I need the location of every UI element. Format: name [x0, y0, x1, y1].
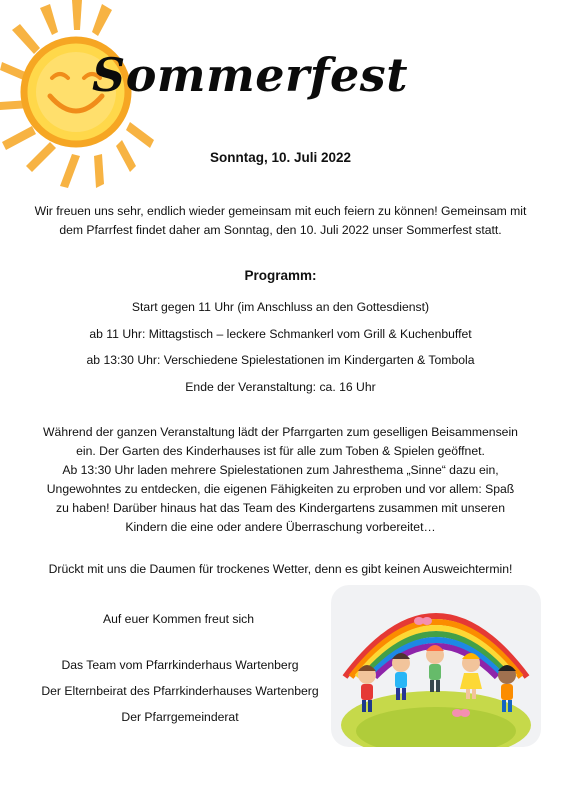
- details-line: Während der ganzen Veranstaltung lädt der Pfarrgarten zum geselligen Beisammensein: [43, 425, 518, 439]
- details-line: Ungewohntes zu entdecken, die eigenen Fähigkeiten zu erproben und vor allem: Spaß: [46, 482, 515, 496]
- program-heading: Programm:: [244, 268, 317, 283]
- program-item: Start gegen 11 Uhr (im Anschluss an den Gottesdienst): [131, 300, 430, 314]
- details-line: Ab 13:30 Uhr laden mehrere Spielestationen zum Jahresthema „Sinne“ dazu ein,: [62, 463, 499, 477]
- program-item: Ende der Veranstaltung: ca. 16 Uhr: [185, 379, 376, 394]
- signature-line: Das Team vom Pfarrkinderhaus Wartenberg: [61, 658, 299, 672]
- details-line: Kindern die eine oder andere Überraschung vorbereitet…: [125, 520, 436, 534]
- event-date: Sonntag, 10. Juli 2022: [209, 150, 352, 165]
- weather-note: Drückt mit uns die Daumen für trockenes Wetter, denn es gibt keinen Ausweichtermin!: [48, 562, 513, 576]
- signature-line: Der Pfarrgemeinderat: [121, 710, 239, 724]
- program-item: ab 13:30 Uhr: Verschiedene Spielestationen im Kindergarten & Tombola: [86, 353, 475, 367]
- details-line: zu haben! Darüber hinaus hat das Team des Kindergartens zusammen mit unseren: [56, 501, 505, 515]
- details-line: ein. Der Garten des Kinderhauses ist für alle zum Toben & Spielen geöffnet.: [76, 444, 485, 458]
- page-title: Sommerfest: [92, 48, 408, 102]
- children-rainbow-illustration: [331, 585, 541, 747]
- program-list: [0, 294, 561, 400]
- intro-paragraph: Wir freuen uns sehr, endlich wieder gemeinsam mit euch feiern zu können! Gemeinsam mit dem Pfarrfest findet daher am Sonntag, den 10. Juli 2022 unser Sommerfest statt.: [34, 204, 527, 237]
- program-item: ab 11 Uhr: Mittagstisch – leckere Schmankerl vom Grill & Kuchenbuffet: [89, 326, 472, 341]
- details-paragraph: [25, 423, 536, 537]
- signoff-greeting: Auf euer Kommen freut sich: [103, 612, 255, 626]
- signature-line: Der Elternbeirat des Pfarrkinderhauses Wartenberg: [41, 684, 319, 698]
